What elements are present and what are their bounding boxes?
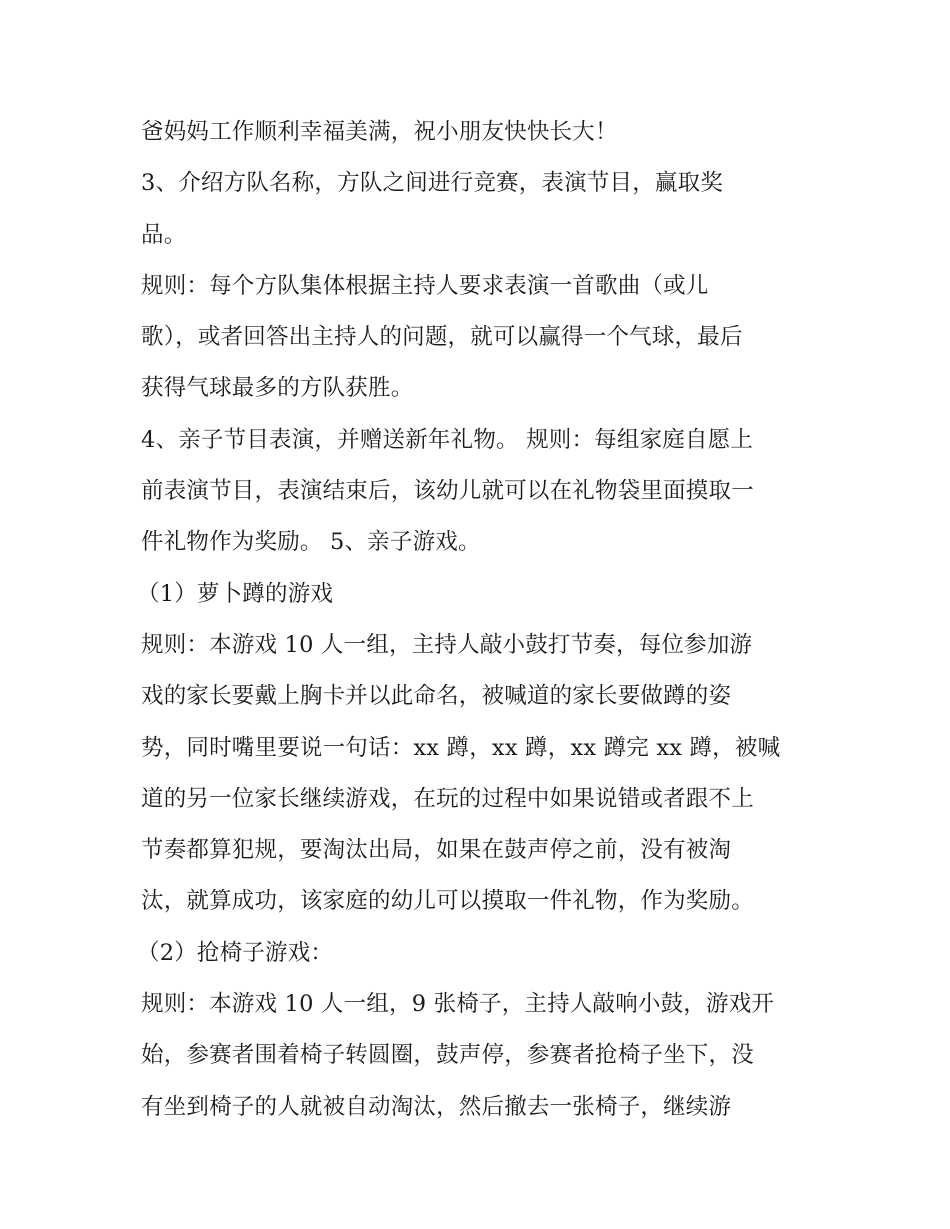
text-line: 节奏都算犯规，要淘汰出局，如果在鼓声停之前，没有被淘 [141,837,732,864]
text-line: 规则：本游戏 10 人一组，主持人敲小鼓打节奏，每位参加游 [141,631,753,658]
text-line: 歌），或者回答出主持人的问题，就可以赢得一个气球，最后 [141,324,743,351]
text-line: 戏的家长要戴上胸卡并以此命名，被喊道的家长要做蹲的姿 [141,683,732,710]
text-line: 始，参赛者围着椅子转圆圈，鼓声停，参赛者抢椅子坐下，没 [141,1042,754,1069]
section-heading: （1）萝卜蹲的游戏 [137,580,334,607]
text-line: 有坐到椅子的人就被自动淘汰，然后撤去一张椅子，继续游 [141,1093,732,1120]
text-line: 获得气球最多的方队获胜。 [141,375,414,402]
text-line: 件礼物作为奖励。 5、亲子游戏。 [141,529,481,556]
text-line: 前表演节目，表演结束后，该幼儿就可以在礼物袋里面摸取一 [141,478,754,505]
text-line: 汰，就算成功，该家庭的幼儿可以摸取一件礼物，作为奖励。 [141,888,754,915]
text-line: 3、介绍方队名称，方队之间进行竞赛，表演节目，赢取奖 [141,170,724,197]
text-line: 爸妈妈工作顺利幸福美满，祝小朋友快快长大！ [141,119,618,145]
section-heading: （2）抢椅子游戏： [137,939,334,966]
text-line: 规则：每个方队集体根据主持人要求表演一首歌曲（或儿 [141,272,709,299]
text-line: 势，同时嘴里要说一句话：xx 蹲，xx 蹲，xx 蹲完 xx 蹲，被喊 [141,734,781,761]
text-line: 规则：本游戏 10 人一组，9 张椅子，主持人敲响小鼓，游戏开 [141,991,775,1018]
text-line: 道的另一位家长继续游戏，在玩的过程中如果说错或者跟不上 [141,785,754,812]
text-line: 4、亲子节目表演，并赠送新年礼物。 规则：每组家庭自愿上 [141,426,754,453]
document-body [137,107,821,1133]
text-line: 品。 [141,221,187,248]
